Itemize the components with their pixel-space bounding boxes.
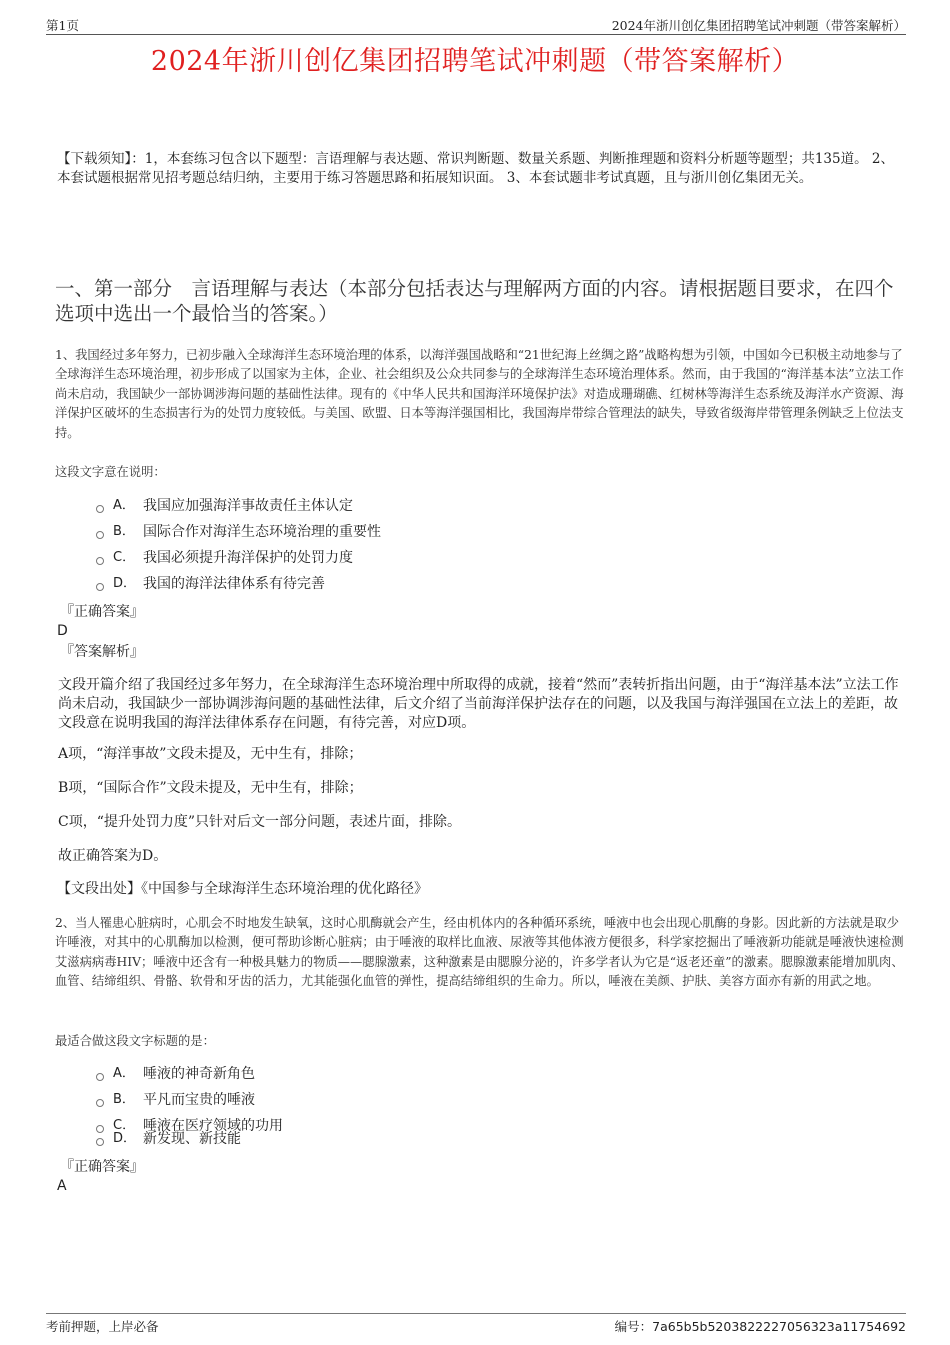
question-2-stem: 2、当人罹患心脏病时，心肌会不时地发生缺氧，这时心肌酶就会产生，经由机体内的各种循环系统，唾液中也会出现心肌酶的身影。因此新的方法就是取少许唾液，对其中的心肌酶加以检测，便可帮助诊断心脏病；由于唾液的取样比血液、尿液等其他体液方便很多，科学家挖掘出了唾液新功能就是唾液快速检测艾滋病病毒HIV；唾液中还含有一种极具魅力的物质——腮腺激素，这种激素是由腮腺分泌的，许多学者认为它是“返老还童”的激素。腮腺激素能增加肌肉、血管、结缔组织、骨骼、软骨和牙齿的活力，尤其能强化血管的弹性，提高结缔组织的生命力。所以，唾液在美颜、护肤、美容方面亦有新的用武之地。 <box>55 916 904 989</box>
q1-analysis-b: B项，“国际合作”文段未提及，无中生有，排除； <box>58 780 363 796</box>
footer-code <box>615 1317 906 1335</box>
q2-option-d[interactable] <box>96 1129 241 1149</box>
q1-answer-label: 『正确答案』 <box>60 604 144 620</box>
question-1-stem: 1、我国经过多年努力，已初步融入全球海洋生态环境治理的体系，以海洋强国战略和“21世纪海上丝绸之路”战略构想为引领，中国如今已积极主动地参与了全球海洋生态环境治理，初步形成了以国家为主体，企业、社会组织及公众共同参与的全球海洋生态环境治理体系。然而，由于我国的“海洋基本法”立法工作尚未启动，我国缺少一部协调涉海问题的基础性法律。现有的《中华人民共和国海洋环境保护法》对造成珊瑚礁、红树林等海洋生态系统及海洋水产资源、海洋保护区破坏的生态损害行为的处罚力度较低。与美国、欧盟、日本等海洋强国相比，我国海岸带综合管理法的缺失，导致省级海岸带管理条例缺乏上位法支持。 <box>55 348 904 440</box>
option-text: 唾液在医疗领域的功用 <box>143 1118 283 1134</box>
q1-option-c[interactable] <box>96 548 353 568</box>
q1-analysis-c: C项，“提升处罚力度”只针对后文一部分问题，表述片面，排除。 <box>58 814 462 830</box>
footer-code-label: 编号： <box>614 1319 653 1334</box>
q2-option-b[interactable] <box>96 1090 255 1110</box>
option-letter: C． <box>113 1118 136 1133</box>
q1-option-b[interactable] <box>96 522 381 542</box>
radio-icon[interactable] <box>96 505 104 513</box>
option-text: 平凡而宝贵的唾液 <box>143 1092 255 1108</box>
option-text: 国际合作对海洋生态环境治理的重要性 <box>143 524 381 540</box>
option-text: 我国应加强海洋事故责任主体认定 <box>143 498 353 514</box>
option-text: 我国的海洋法律体系有待完善 <box>143 576 325 592</box>
option-letter: D． <box>113 1131 137 1146</box>
option-text: 我国必须提升海洋保护的处罚力度 <box>143 550 353 566</box>
q2-option-a[interactable] <box>96 1064 255 1084</box>
radio-icon[interactable] <box>96 583 104 591</box>
radio-icon[interactable] <box>96 1138 104 1146</box>
question-2-prompt: 最适合做这段文字标题的是： <box>55 1034 215 1048</box>
q1-source: 【文段出处】《中国参与全球海洋生态环境治理的优化路径》 <box>57 881 428 897</box>
radio-icon[interactable] <box>96 1073 104 1081</box>
q1-analysis-a: A项，“海洋事故”文段未提及，无中生有，排除； <box>58 746 363 762</box>
download-notice: 【下载须知】：1，本套练习包含以下题型：言语理解与表达题、常识判断题、数量关系题、判断推理题和资料分析题等题型；共135道。 2、本套试题根据常见招考题总结归纳，主要用于练习答题思路和拓展知识面。 3、本套试题非考试真题，且与浙川创亿集团无关。 <box>57 151 894 186</box>
option-text: 唾液的神奇新角色 <box>143 1066 255 1082</box>
option-letter: D． <box>113 576 137 591</box>
option-letter: A． <box>113 498 135 513</box>
option-letter: C． <box>113 550 136 565</box>
page-number: 第1页 <box>46 18 79 33</box>
page-header <box>46 14 906 35</box>
page-footer <box>46 1313 906 1336</box>
q2-answer: A <box>57 1178 67 1194</box>
header-doc-title: 2024年浙川创亿集团招聘笔试冲刺题（带答案解析） <box>611 18 906 33</box>
q1-analysis-label: 『答案解析』 <box>60 644 144 660</box>
option-letter: B． <box>113 524 135 539</box>
q1-analysis-main: 文段开篇介绍了我国经过多年努力，在全球海洋生态环境治理中所取得的成就，接着“然而”表转折指出问题，由于“海洋基本法”立法工作尚未启动，我国缺少一部协调涉海问题的基础性法律，后文介绍了当前海洋保护法存在的问题，以及我国与海洋强国在立法上的差距，故文段意在说明我国的海洋法律体系存在问题，有待完善，对应D项。 <box>58 677 899 731</box>
option-letter: B． <box>113 1092 135 1107</box>
radio-icon[interactable] <box>96 531 104 539</box>
page-title: 2024年浙川创亿集团招聘笔试冲刺题（带答案解析） <box>150 46 800 77</box>
radio-icon[interactable] <box>96 1099 104 1107</box>
section-title: 一、第一部分 言语理解与表达（本部分包括表达与理解两方面的内容。请根据题目要求，在四个选项中选出一个最恰当的答案。） <box>55 277 894 325</box>
footer-code-value: 7a65b5b5203822227056323a11754692 <box>652 1319 906 1334</box>
radio-icon[interactable] <box>96 557 104 565</box>
question-1-prompt: 这段文字意在说明： <box>55 465 166 479</box>
option-letter: A． <box>113 1066 135 1081</box>
q1-answer: D <box>57 623 68 639</box>
q1-conclusion: 故正确答案为D。 <box>58 848 168 864</box>
q1-option-a[interactable] <box>96 496 353 516</box>
option-text: 新发现、新技能 <box>143 1131 241 1147</box>
footer-slogan: 考前押题，上岸必备 <box>46 1319 159 1334</box>
q2-answer-label: 『正确答案』 <box>60 1159 144 1175</box>
q1-option-d[interactable] <box>96 574 325 594</box>
